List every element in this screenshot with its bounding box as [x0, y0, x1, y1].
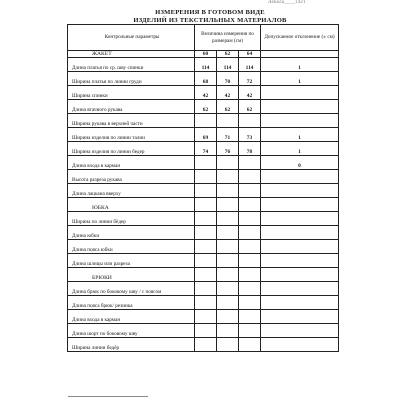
size-value-cell	[195, 310, 217, 324]
size-value-cell: 73	[239, 128, 261, 142]
size-value-cell: 62	[239, 100, 261, 114]
parameter-label: Ширина спинки	[68, 86, 195, 100]
parameter-label: Длина лацкана вверху	[68, 184, 195, 198]
size-value-cell	[217, 296, 239, 310]
tolerance-cell	[261, 212, 339, 226]
size-value-cell: 71	[217, 128, 239, 142]
tolerance-cell	[261, 184, 339, 198]
table-row	[68, 128, 339, 142]
size-value-cell	[217, 338, 239, 352]
size-value-cell	[195, 184, 217, 198]
table-row	[68, 170, 339, 184]
size-value-cell	[239, 184, 261, 198]
document-number-line: Лекала____1421	[268, 0, 306, 5]
tolerance-cell	[261, 114, 339, 128]
size-value-cell	[217, 268, 239, 282]
table-row	[68, 240, 339, 254]
size-value-cell: 42	[217, 86, 239, 100]
size-value-cell	[239, 212, 261, 226]
header-params: Контрольные параметры	[68, 25, 195, 51]
size-value-cell	[195, 324, 217, 338]
size-value-cell: 70	[217, 72, 239, 86]
parameter-label: Ширина платья по линии груди	[68, 72, 195, 86]
size-value-cell: 62	[217, 100, 239, 114]
table-row	[68, 198, 339, 212]
size-value-cell	[195, 254, 217, 268]
size-value-cell: 74	[195, 142, 217, 156]
size-value-cell: 76	[217, 142, 239, 156]
tolerance-cell	[261, 100, 339, 114]
table-row	[68, 51, 339, 58]
size-value-cell	[217, 198, 239, 212]
header-tolerance: Допускаемое отклонение (± см)	[261, 25, 339, 51]
size-value-cell	[239, 324, 261, 338]
tolerance-cell: 1	[261, 128, 339, 142]
tolerance-cell	[261, 296, 339, 310]
size-value-cell	[239, 240, 261, 254]
tolerance-cell: 1	[261, 72, 339, 86]
parameter-label: Ширина по линии бёдер	[68, 212, 195, 226]
size-value-cell	[239, 282, 261, 296]
size-value-cell: 114	[217, 58, 239, 72]
tolerance-cell	[261, 198, 339, 212]
tolerance-cell: 1	[261, 58, 339, 72]
document-title	[100, 9, 320, 25]
size-value-cell	[217, 240, 239, 254]
size-value-cell	[195, 226, 217, 240]
size-value-cell	[195, 268, 217, 282]
size-value-cell: 72	[239, 72, 261, 86]
size-value-cell	[217, 114, 239, 128]
tolerance-cell: 0	[261, 156, 339, 170]
parameter-label: Длина входа в карман	[68, 156, 195, 170]
table-row	[68, 100, 339, 114]
title-line-2: ИЗДЕЛИЙ ИЗ ТЕКСТИЛЬНЫХ МАТЕРИАЛОВ	[133, 17, 287, 24]
table-row	[68, 58, 339, 72]
tolerance-cell	[261, 51, 339, 58]
size-value-cell	[239, 114, 261, 128]
size-value-cell	[195, 240, 217, 254]
tolerance-cell	[261, 240, 339, 254]
table-row	[68, 86, 339, 100]
title-line-1: ИЗМЕРЕНИЯ В ГОТОВОМ ВИДЕ	[155, 9, 265, 16]
size-value-cell: 78	[239, 142, 261, 156]
measurements-table	[67, 24, 339, 352]
size-value-cell	[239, 254, 261, 268]
size-value-cell	[195, 114, 217, 128]
parameter-label: Длина пояса юбки	[68, 240, 195, 254]
parameter-label: Ширина изделия по линии талии	[68, 128, 195, 142]
table-row	[68, 156, 339, 170]
table-row	[68, 310, 339, 324]
size-value-cell: 114	[239, 58, 261, 72]
parameter-label: Ширина рукава в верхней части	[68, 114, 195, 128]
header-sizes: Величина измерения по размерам (см)	[195, 25, 261, 51]
parameter-label: Длина платья по ср. шву спинки	[68, 58, 195, 72]
table-row	[68, 324, 339, 338]
parameter-label: Ширина изделия по линии бедер	[68, 142, 195, 156]
size-value-cell	[239, 268, 261, 282]
size-value-cell	[217, 170, 239, 184]
size-value-cell	[217, 226, 239, 240]
size-value-cell: 62	[217, 51, 239, 58]
tolerance-cell	[261, 86, 339, 100]
size-value-cell	[239, 198, 261, 212]
size-value-cell	[217, 184, 239, 198]
size-value-cell	[217, 324, 239, 338]
size-value-cell	[217, 254, 239, 268]
size-value-cell: 69	[195, 128, 217, 142]
tolerance-cell	[261, 254, 339, 268]
size-value-cell	[217, 310, 239, 324]
size-value-cell	[195, 198, 217, 212]
section-heading: ЮБКА	[68, 198, 195, 212]
parameter-label: Длина юбки	[68, 226, 195, 240]
size-value-cell: 60	[195, 51, 217, 58]
size-value-cell: 64	[239, 51, 261, 58]
parameter-label: Высота разреза рукава	[68, 170, 195, 184]
size-value-cell: 62	[195, 100, 217, 114]
parameter-label: Длина шорт по боковому шву	[68, 324, 195, 338]
tolerance-cell	[261, 310, 339, 324]
size-value-cell	[217, 156, 239, 170]
section-heading: ЖАКЕТ	[68, 51, 195, 58]
tolerance-cell	[261, 324, 339, 338]
size-value-cell: 68	[195, 72, 217, 86]
size-value-cell	[217, 282, 239, 296]
size-value-cell	[239, 226, 261, 240]
size-value-cell	[217, 212, 239, 226]
size-value-cell	[195, 338, 217, 352]
size-value-cell	[195, 296, 217, 310]
table-row	[68, 72, 339, 86]
table-row	[68, 338, 339, 352]
table-row	[68, 296, 339, 310]
tolerance-cell	[261, 338, 339, 352]
table-row	[68, 114, 339, 128]
tolerance-cell	[261, 282, 339, 296]
table-header-row	[68, 25, 339, 51]
size-value-cell	[239, 296, 261, 310]
size-value-cell: 114	[195, 58, 217, 72]
size-value-cell	[239, 170, 261, 184]
table-row	[68, 254, 339, 268]
tolerance-cell	[261, 170, 339, 184]
size-value-cell	[195, 156, 217, 170]
section-heading: БРЮКИ	[68, 268, 195, 282]
parameter-label: Длина брюк по боковому шву / с поясом	[68, 282, 195, 296]
parameter-label: Длина входа в карман	[68, 310, 195, 324]
size-value-cell	[239, 338, 261, 352]
table-row	[68, 142, 339, 156]
footer-line	[68, 396, 148, 398]
table-row	[68, 268, 339, 282]
size-value-cell	[239, 156, 261, 170]
size-value-cell	[195, 170, 217, 184]
parameter-label: Ширина линии бедёр	[68, 338, 195, 352]
tolerance-cell	[261, 268, 339, 282]
table-row	[68, 282, 339, 296]
size-value-cell: 42	[195, 86, 217, 100]
size-value-cell: 42	[239, 86, 261, 100]
tolerance-cell: 1	[261, 142, 339, 156]
parameter-label: Длина втачного рукава	[68, 100, 195, 114]
tolerance-cell	[261, 226, 339, 240]
size-value-cell	[195, 212, 217, 226]
table-row	[68, 212, 339, 226]
size-value-cell	[239, 310, 261, 324]
size-value-cell	[195, 282, 217, 296]
table-row	[68, 226, 339, 240]
table-row	[68, 184, 339, 198]
parameter-label: Длина пояса брюк/ резинка	[68, 296, 195, 310]
parameter-label: Длина шлицы или разреза	[68, 254, 195, 268]
